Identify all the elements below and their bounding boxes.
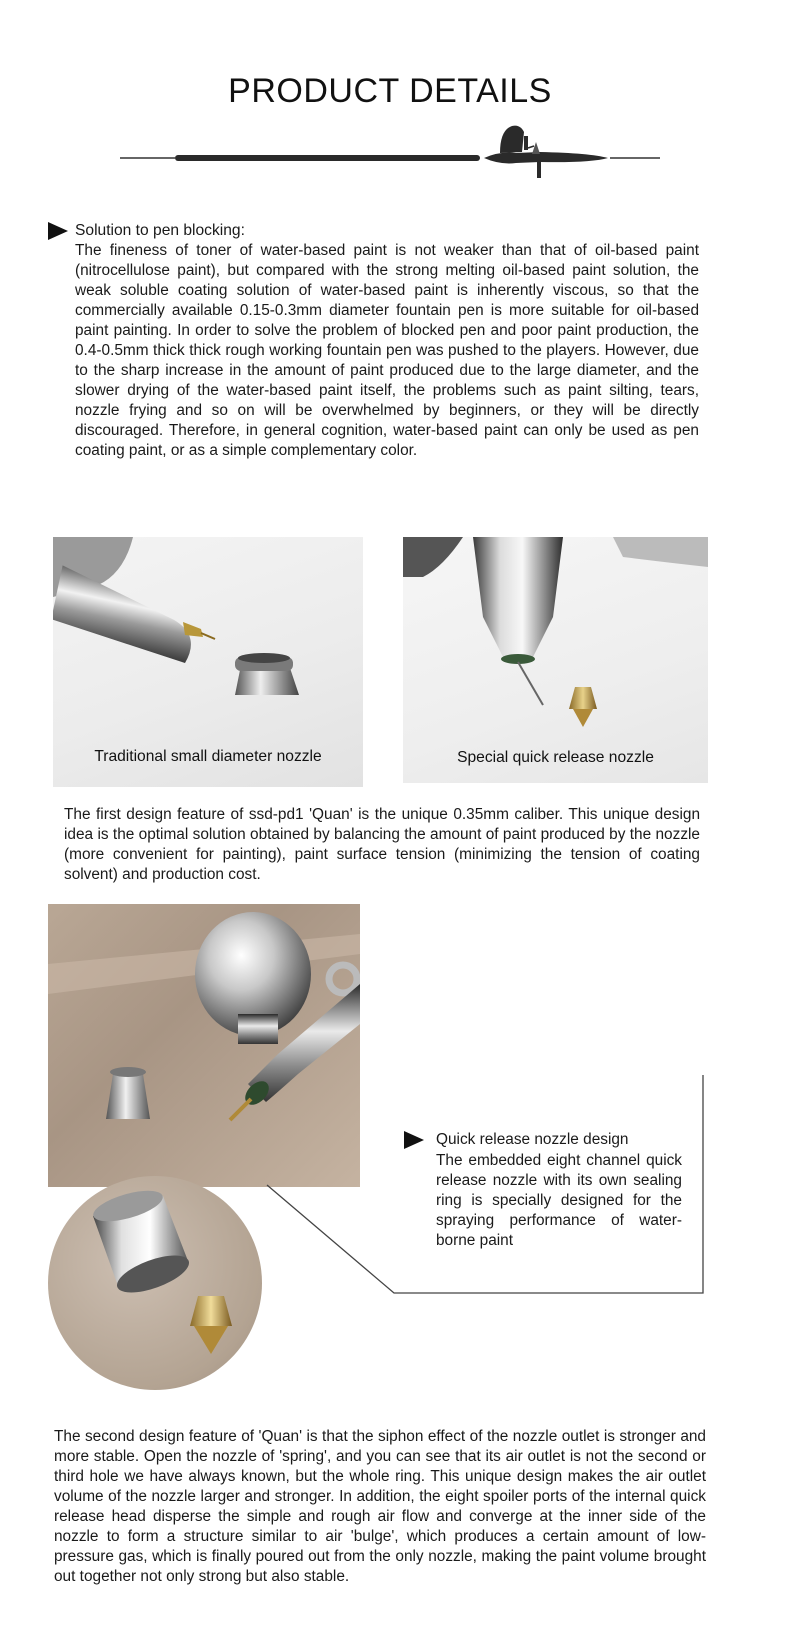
feature2-body: The second design feature of 'Quan' is that the siphon effect of the nozzle outlet is stronger and more stable. Open the nozzle of 'spring', and you can see that its air outlet is not the second or third hole we have always known, but the whole ring. This unique design makes the air outlet volume of the nozzle larger and stronger. In addition, the eight spoiler ports of the internal quick release head disperse the simple and rough air flow and converge at the inner side of the nozzle to form a structure similar to air 'bulge', which produces a certain amount of low-pressure gas, which is finally poured out from the only nozzle, making the paint volume brought out together not only strong but also stable. <box>54 1428 706 1585</box>
caption-quick-release: Special quick release nozzle <box>457 749 654 766</box>
photo-nozzle-detail-circle <box>48 1176 262 1390</box>
arrow-bullet-icon <box>48 222 68 240</box>
feature1-body: The first design feature of ssd-pd1 'Quan' is the unique 0.35mm caliber. This unique design idea is the optimal solution obtained by balancing the amount of paint produced by the nozzle (more convenient for painting), paint surface tension (minimizing the tension of coating solvent) and production cost. <box>64 806 700 883</box>
title-divider <box>120 118 660 178</box>
section-heading: Solution to pen blocking: <box>75 222 245 239</box>
page-title: PRODUCT DETAILS <box>228 72 552 110</box>
section-body: The fineness of toner of water-based paint is not weaker than that of oil-based paint (nitrocellulose paint), but compared with the strong melting oil-based paint solution, the weak soluble coating solution of water-based paint is inherently viscous, so that the commercially available 0.15-0.3mm diameter fountain pen is more suitable for oil-based paint painting. In order to solve the problem of blocked pen and poor paint production, the 0.4-0.5mm thick thick rough working fountain pen was pushed to the players. However, due to the sharp increase in the amount of paint produced due to the large diameter, and the slower drying of the water-based paint itself, the problems such as paint silting, tears, nozzle frying and so on will be overwhelmed by beginners, or they will be directly discouraged. Therefore, in general cognition, water-based paint can only be used as pen coating paint, or as a simple complementary color. <box>75 242 699 459</box>
airbrush-icon <box>484 126 608 178</box>
arrow-bullet-icon <box>404 1131 424 1149</box>
photo-traditional-nozzle <box>53 537 363 787</box>
callout-body: The embedded eight channel quick release nozzle with its own sealing ring is specially designed for the spraying performance of water-borne paint <box>436 1152 682 1249</box>
callout-heading: Quick release nozzle design <box>436 1131 629 1148</box>
caption-traditional: Traditional small diameter nozzle <box>94 748 322 765</box>
photo-quick-release-nozzle <box>403 537 708 783</box>
